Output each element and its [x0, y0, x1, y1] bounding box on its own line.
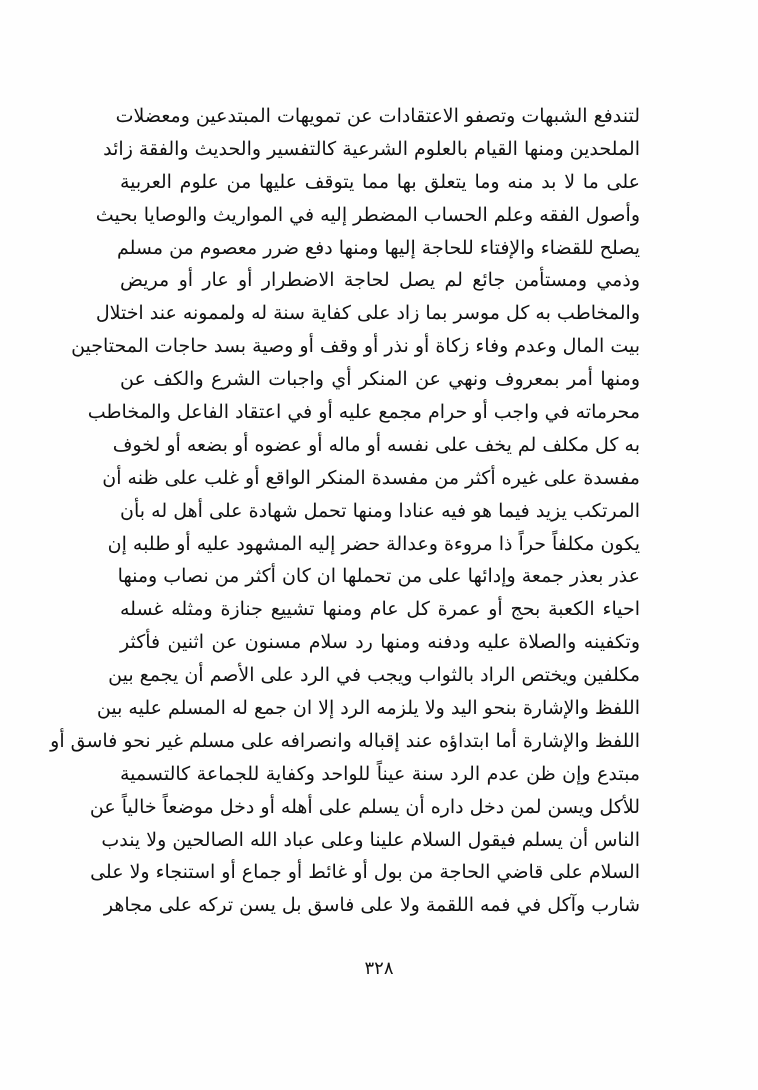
- text-line-25: شارب وآكل في فمه اللقمة ولا على فاسق بل يسن تركه على مجاهر: [103, 894, 640, 917]
- text-line-16: احياء الكعبة بحج أو عمرة كل عام ومنها تشييع جنازة ومثله غسله: [120, 598, 640, 621]
- text-line-6: وذمي ومستأمن جائع لم يصل لحاجة الاضطرار أو عار أو مريض: [120, 269, 640, 292]
- text-line-9: ومنها أمر بمعروف ونهي عن المنكر أي واجبات الشرع والكف عن: [120, 368, 640, 391]
- text-line-5: يصلح للقضاء والإفتاء للحاجة إليها ومنها دفع ضرر معصوم من مسلم: [116, 236, 640, 259]
- text-line-14: يكون مكلفاً حراً ذا مروءة وعدالة حضر إليه المشهود عليه أو طلبه إن: [107, 532, 640, 555]
- text-line-19: اللفظ والإشارة بنحو اليد ولا يلزمه الرد إلا ان جمع له المسلم عليه بين: [96, 697, 640, 720]
- text-line-22: للأكل ويسن لمن دخل داره أن يسلم على أهله أو دخل موضعاً خالياً عن: [89, 795, 640, 818]
- text-line-2: الملحدين ومنها القيام بالعلوم الشرعية كالتفسير والحديث والفقة زائد: [103, 137, 640, 160]
- text-line-15: عذر بعذر جمعة وإدائها على من تحملها ان كان أكثر من نصاب ومنها: [117, 565, 640, 588]
- text-line-1: لتندفع الشبهات وتصفو الاعتقادات عن تمويهات المبتدعين ومعضلات: [115, 105, 640, 127]
- text-line-24: السلام على قاضي الحاجة من بول أو غائط أو جماع أو استنجاء ولا على: [90, 861, 640, 884]
- text-line-12: مفسدة على غيره أكثر من مفسدة المنكر الواقع أو غلب على ظنه أن: [102, 466, 640, 489]
- text-line-17: وتكفينه والصلاة عليه ودفنه ومنها رد سلام مسنون عن اثنين فأكثر: [120, 631, 640, 654]
- text-line-13: المرتكب يزيد فيما هو فيه عنادا ومنها تحمل شهادة على أهل له بأن: [120, 499, 640, 522]
- text-line-11: به كل مكلف لم يخف على نفسه أو ماله أو عضوه أو بضعه أو لخوف: [112, 433, 640, 456]
- text-line-20: اللفظ والإشارة أما ابتداؤه عند إقباله وانصرافه على مسلم غير نحو فاسق أو: [50, 729, 640, 752]
- text-line-4: وأصول الفقه وعلم الحساب المضطر إليه في المواريث والوصايا بحيث: [95, 203, 640, 226]
- text-line-7: والمخاطب به كل موسر بما زاد على كفاية سنة له ولممونه عند اختلال: [95, 302, 640, 325]
- body-text: [50, 100, 640, 922]
- text-line-10: محرماته في واجب أو حرام مجمع عليه أو في اعتقاد الفاعل والمخاطب: [87, 401, 640, 424]
- text-line-8: بيت المال وعدم وفاء زكاة أو نذر أو وقف أو وصية بسد حاجات المحتاجين: [71, 335, 640, 358]
- text-line-23: الناس أن يسلم فيقول السلام علينا وعلى عباد الله الصالحين ولا يندب: [101, 828, 640, 851]
- text-line-3: على ما لا بد منه وما يتعلق بها مما يتوقف عليها من علوم العربية: [120, 170, 640, 193]
- text-line-21: مبتدع وإن ظن عدم الرد سنة عيناً للواحد وكفاية للجماعة كالتسمية: [120, 762, 640, 785]
- page-number: ٣٢٨: [364, 958, 394, 979]
- text-line-18: مكلفين ويختص الراد بالثواب ويجب في الرد على الأصم أن يجمع بين: [108, 664, 640, 687]
